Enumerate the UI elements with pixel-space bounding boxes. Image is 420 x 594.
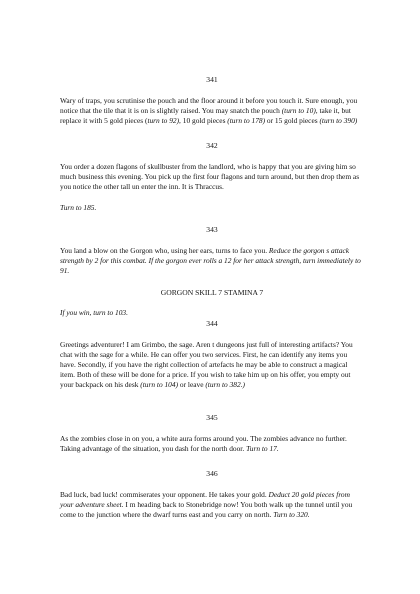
section-number: 341 [206,75,218,84]
section-344 [60,319,364,390]
italic-text-run: Turn to 17. [246,444,279,453]
section-number: 343 [206,225,218,234]
text-run: You land a blow on the Gorgon who, using her ears, turns to face you. [60,246,269,255]
italic-text-run: Deduct 20 gold pieces from your adventure sheet. [60,490,350,509]
text-run: You order a dozen flagons of skullbuster from the landlord, who is happy that you are giving him so much business this evening. You pick up the first four flagons and turn around, but then drop them as you notice the other tall un enter the inn. It is Thraccus. [60,162,360,191]
text-run: take it, but replace it with 5 gold pieces ( [60,106,351,125]
section-345 [60,413,364,454]
section-346 [60,469,364,520]
italic-text-run: (turn to 390) [319,116,358,125]
section-number: 344 [206,319,218,328]
italic-text-run: (turn to 178) [227,116,266,125]
text-run: Greetings adventurer! I am Grimbo, the sage. Aren t dungeons just full of interesting artifacts? You chat with the sage for a while. He can offer you two services. First, he can identify any items you have. Secondly, if you have the right collection of artefacts he may be able to construct a magical item. Both of these will be done for a price. If you wish to take him up on his offer, you empty out your backpack on his desk [60,340,353,389]
section-text [60,340,364,390]
italic-text-run: (turn to 382.) [205,380,245,389]
text-run: As the zombies close in on you, a white aura forms around you. The zombies advance no further. Taking advantage of the situation, you dash for the north door. [60,434,347,453]
section-turn: If you win, turn to 103. [60,308,128,317]
italic-text-run: (turn to 104) [140,380,179,389]
italic-text-run: (turn to 10), [281,106,318,115]
section-341 [60,75,364,126]
section-number: 342 [206,141,218,150]
section-text [60,246,364,276]
italic-text-run: turn to 92), [147,116,181,125]
text-run: I m heading back to Stonebridge now! You both walk up the tunnel until you come to the junction where the dwarf turns east and you carry on north. [60,500,353,519]
section-text [60,434,364,454]
section-number: 345 [206,413,218,422]
section-342 [60,141,364,213]
text-run: or leave [178,380,206,389]
section-343 [60,225,364,318]
text-run: Wary of traps, you scrutinise the pouch and the floor around it before you touch it. Sure enough, you notice that the tile that it is on is slightly raised. You may snatch the pouch [60,96,358,115]
text-run: Bad luck, bad luck! commiserates your opponent. He takes your gold. [60,490,269,499]
text-run: 10 gold pieces [180,116,228,125]
section-text [60,96,364,126]
section-text [60,490,364,520]
italic-text-run: Turn to 320. [273,510,310,519]
section-number: 346 [206,469,218,478]
italic-text-run: Reduce the gorgon s attack strength by 2 for this combat. If the gorgon ever rolls a 12 for her attack strength, turn immediately to 91. [60,246,361,275]
text-run: or 15 gold pieces [265,116,320,125]
section-text [60,162,364,192]
combat-stats: GORGON SKILL 7 STAMINA 7 [160,288,264,297]
section-turn: Turn to 185. [60,203,97,212]
